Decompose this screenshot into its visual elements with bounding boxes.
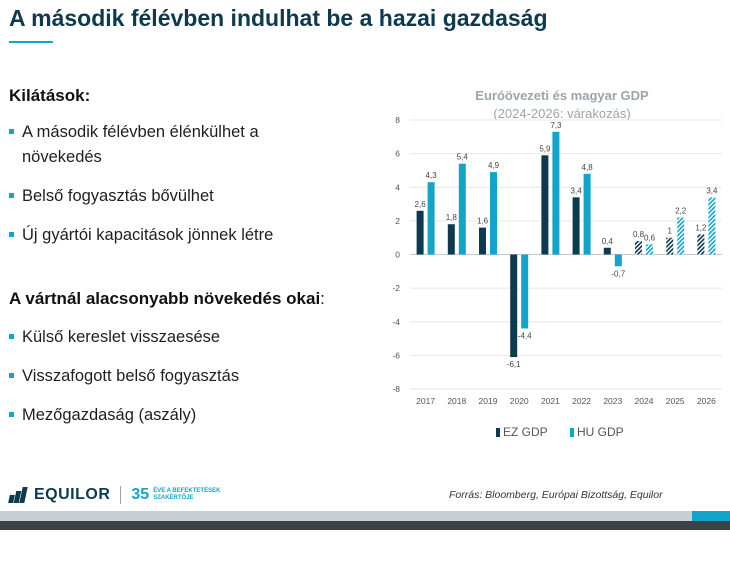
bar-ez-gdp xyxy=(604,248,611,255)
data-label: 4,9 xyxy=(487,161,500,171)
data-label: 0,8 xyxy=(632,230,645,240)
bullet-square-icon xyxy=(9,232,14,237)
bar-hu-gdp xyxy=(646,244,653,254)
logo-divider xyxy=(120,486,121,504)
footer-accent xyxy=(692,511,730,521)
bar-ez-gdp xyxy=(666,238,673,255)
chart-title: Euróövezeti és magyar GDP xyxy=(475,88,649,103)
title-underline xyxy=(9,41,53,43)
bullet-square-icon xyxy=(9,373,14,378)
outlook-list xyxy=(9,120,273,248)
bullet-square-icon xyxy=(9,193,14,198)
bar-hu-gdp xyxy=(552,132,559,255)
data-label: -6,1 xyxy=(506,360,521,370)
bar-ez-gdp xyxy=(510,255,517,358)
bar-ez-gdp xyxy=(448,224,455,254)
x-tick-label: 2026 xyxy=(696,396,716,406)
y-tick-label: 6 xyxy=(395,148,400,159)
data-label: 1 xyxy=(667,226,672,236)
data-label: 1,8 xyxy=(445,213,457,223)
data-label: 4,8 xyxy=(581,162,593,172)
data-label: 4,3 xyxy=(425,171,437,181)
data-label: 0,6 xyxy=(643,233,656,243)
data-label: 1,6 xyxy=(476,216,489,226)
data-label: 3,4 xyxy=(570,186,582,196)
x-tick-label: 2017 xyxy=(416,396,436,406)
bar-ez-gdp xyxy=(417,211,424,255)
x-tick-label: 2025 xyxy=(665,396,685,406)
bar-ez-gdp xyxy=(541,155,548,254)
reasons-heading: A vártnál alacsonyabb növekedés okai: xyxy=(9,289,325,308)
y-tick-label: 4 xyxy=(395,182,400,193)
data-label: 5,4 xyxy=(456,152,468,162)
page-title: A második félévben indulhat be a hazai gazdaság xyxy=(9,5,548,31)
data-label: 3,4 xyxy=(706,186,718,196)
x-tick-label: 2022 xyxy=(572,396,592,406)
y-tick-label: -8 xyxy=(392,384,400,394)
bullet-square-icon xyxy=(9,412,14,417)
x-tick-label: 2024 xyxy=(634,396,654,406)
x-tick-label: 2021 xyxy=(540,396,560,406)
data-label: 0,4 xyxy=(601,236,613,246)
bar-ez-gdp xyxy=(573,197,580,254)
data-label: 7,3 xyxy=(550,120,562,130)
legend-swatch xyxy=(496,428,500,437)
bar-ez-gdp xyxy=(635,241,642,254)
bullet-square-icon xyxy=(9,334,14,339)
legend-swatch xyxy=(570,428,574,437)
y-tick-label: -6 xyxy=(392,350,400,361)
y-tick-label: 8 xyxy=(395,115,400,125)
data-label: -4,4 xyxy=(517,331,532,341)
equilor-logo xyxy=(9,486,220,504)
reasons-item: Visszafogott belső fogyasztás xyxy=(9,364,239,389)
equilor-logo-icon xyxy=(9,487,29,503)
gdp-chart xyxy=(372,82,730,454)
anniversary-number: 35 xyxy=(131,486,150,503)
outlook-item: Új gyártói kapacitások jönnek létre xyxy=(9,223,273,248)
y-tick-label: -2 xyxy=(392,283,400,294)
data-label: 5,9 xyxy=(539,144,551,154)
data-label: 2,6 xyxy=(414,199,426,209)
bar-ez-gdp xyxy=(479,228,486,255)
legend-label: EZ GDP xyxy=(503,425,548,439)
data-label: 2,2 xyxy=(675,206,687,216)
bar-ez-gdp xyxy=(697,234,704,254)
bar-hu-gdp xyxy=(677,218,684,255)
source-note: Forrás: Bloomberg, Európai Bizottság, Equilor xyxy=(449,489,663,501)
bar-hu-gdp xyxy=(584,174,591,255)
reasons-item: Mezőgazdaság (aszály) xyxy=(9,403,239,428)
bullet-square-icon xyxy=(9,129,14,134)
footer-band-dark xyxy=(0,521,730,530)
legend-label: HU GDP xyxy=(577,425,624,439)
bar-hu-gdp xyxy=(521,255,528,329)
outlook-item: A második félévben élénkülhet a xyxy=(9,120,273,145)
y-tick-label: 2 xyxy=(395,215,400,226)
y-tick-label: 0 xyxy=(395,249,400,260)
x-tick-label: 2018 xyxy=(447,396,467,406)
outlook-item-continued: növekedés xyxy=(22,148,102,166)
chart-subtitle: (2024-2026: várakozás) xyxy=(493,106,631,121)
footer-band xyxy=(0,511,730,521)
anniversary-tagline: ÉVE A BEFEKTETÉSEK SZAKÉRTŐJE xyxy=(153,488,221,501)
x-tick-label: 2020 xyxy=(509,396,529,406)
data-label: -0,7 xyxy=(611,269,626,279)
data-label: 1,2 xyxy=(695,223,707,233)
bar-hu-gdp xyxy=(459,164,466,255)
outlook-heading: Kilátások: xyxy=(9,86,91,105)
x-tick-label: 2023 xyxy=(603,396,623,406)
bar-hu-gdp xyxy=(428,182,435,254)
x-tick-label: 2019 xyxy=(478,396,498,406)
reasons-list xyxy=(9,325,239,428)
bar-hu-gdp xyxy=(708,197,715,254)
brand-name: EQUILOR xyxy=(34,486,111,503)
reasons-item: Külső kereslet visszaesése xyxy=(9,325,239,350)
bar-hu-gdp xyxy=(615,255,622,267)
y-tick-label: -4 xyxy=(392,316,400,327)
bar-hu-gdp xyxy=(490,172,497,254)
outlook-item: Belső fogyasztás bővülhet xyxy=(9,184,273,209)
